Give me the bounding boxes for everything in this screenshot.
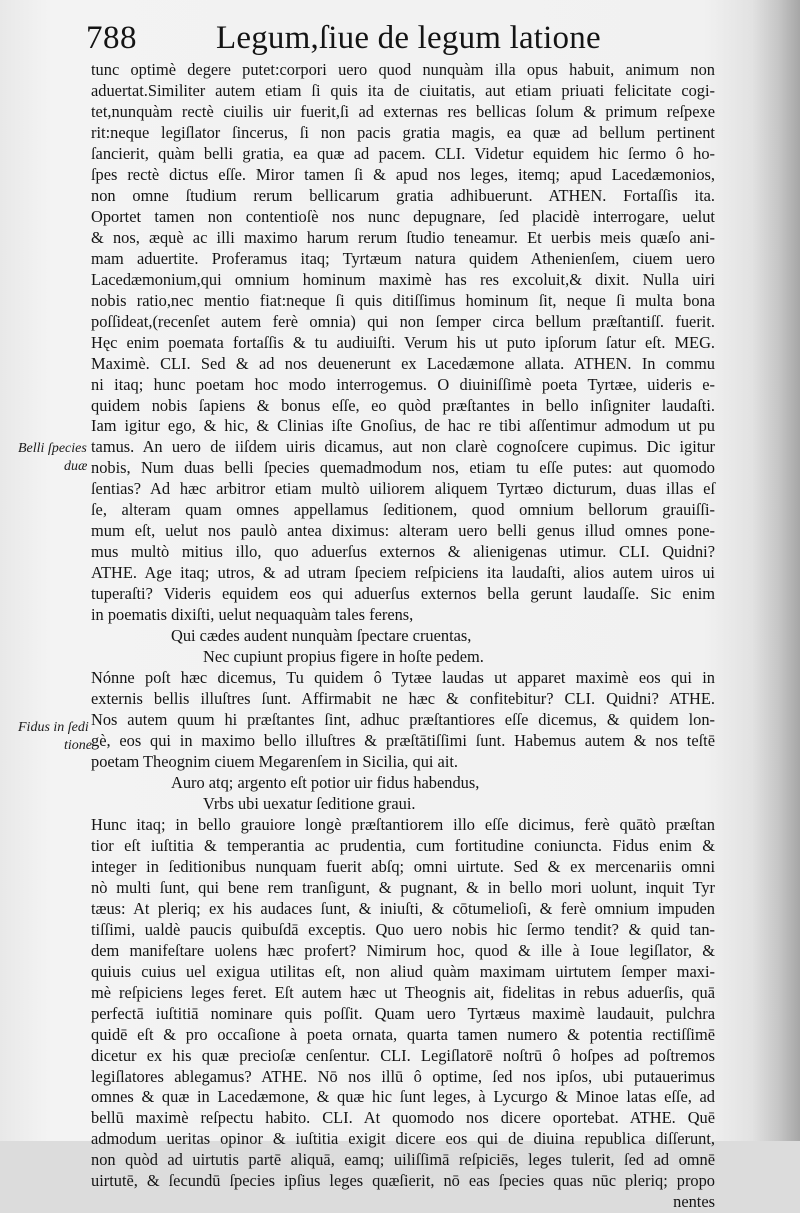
margin-note-line: tione: [64, 738, 92, 753]
text-line: externis bellis illuſtres ſunt. Affirmabit ne hæc & confitebitur? CLI. Quidni? ATHE.: [91, 689, 715, 709]
text-line: Hęc enim poemata fortaſſis & tu audiuiſti. Verum his ut puto ipſorum ſatur eſt. MEG.: [91, 332, 715, 352]
text-line: tiſſimi, ualdè paucis quibuſdā exceptis. Quo uero nobis hic ſermo tendit? & quid tan-: [91, 919, 715, 939]
text-line: quiuis cuius uel exigua utilitas eſt, non aliud quàm maximam uirtutem ſemper maxi-: [91, 961, 715, 981]
text-line: tior eſt iuſtitia & temperantia ac prudentia, cum fortitudine coniuncta. Fidus enim &: [91, 835, 715, 855]
text-line: Hunc itaq; in bello grauiore longè præſtantiorem illo eſſe dicimus, ferè quātò præſtan: [91, 814, 715, 834]
text-line: quidem nobis ſapiens & bonus eſſe, eo quòd præſtantes in bello inſigniter laudaſti.: [91, 395, 715, 415]
text-line: in poematis dixiſti, uelut nequaquàm tales ferens,: [91, 605, 414, 625]
text-line: ATHE. Age itaq; utros, & ad utram ſpeciem reſpiciens ita laudaſti, alios autem uiros ui: [91, 563, 715, 583]
text-line: & nos, æquè ac illi maximo harum rerum ſtudio teneamur. Et uerbis meis quæſo ani-: [91, 227, 715, 247]
text-line: ſancierit, quàm belli gratia, ea quæ ad pacem. CLI. Videtur equidem hic ſermo ô ho-: [91, 143, 715, 163]
text-line: mè reſpiciens leges feret. Eſt autem hæc ut Theognis ait, fidelitas in rebus aduerſis, quā: [91, 982, 715, 1002]
page-gutter-shadow: [752, 0, 800, 1141]
verse-line: Vrbs ubi uexatur ſeditione graui.: [203, 793, 416, 813]
page-header: [86, 14, 726, 62]
text-line: dicetur ex his quæ precioſæ cenſentur. CLI. Legiſlatorē noſtrū ô hoſpes ad poſtremos: [91, 1045, 715, 1065]
text-line: non omne ſtudium rerum bellicarum gratia adhibuerunt. ATHEN. Fortaſſis ita.: [91, 185, 715, 205]
text-line: gè, eos qui in maximo bello illuſtres & præſtātiſſimi ſunt. Habemus autem & nos teſtē: [91, 731, 715, 750]
text-line: Lacedæmonium,qui omnium hominum maximè has res excoluit,& dixit. Nulla uiri: [91, 269, 715, 289]
text-line: nò multi ſunt, qui bene rem tranſigunt, & pugnant, & in bello mori uolunt, inquit Tyr: [91, 877, 715, 897]
text-line: non quòd ad uirtutis partē aliquā, eamq; uiliſſimā reſpiciēs, leges tulerit, ſed ad omnē: [91, 1150, 715, 1170]
verse-line: Nec cupiunt propius figere in hoſte pedem.: [203, 647, 484, 667]
margin-note-line: Belli ſpecies: [18, 441, 87, 456]
verse-line: Auro atq; argento eſt potior uir fidus habendus,: [171, 772, 480, 792]
text-line: dem manifeſtare uolens hæc profert? Nimirum hoc, quod & ille à Ioue legiſlator, &: [91, 940, 715, 960]
text-line: tamus. An uero de iiſdem uiris dicamus, aut non clarè cognoſcere cupimus. Dic igitur: [91, 437, 715, 457]
text-line: ni itaq; hunc poetam hoc modo interrogemus. O diuiniſſimè poeta Tyrtæe, uideris e-: [91, 374, 715, 394]
text-line: omnes & quæ in Lacedæmone, & quæ hic ſunt leges, à Lycurgo & Minoe latas eſſe, ad: [91, 1087, 715, 1107]
text-line: poetam Theognim ciuem Megarenſem in Sicilia, qui ait.: [91, 751, 459, 771]
text-line: nobis, Num duas belli ſpecies quemadmodum nos, etiam tu eſſe putes: aut quomodo: [91, 458, 715, 478]
margin-note-belli-species: [18, 440, 87, 476]
text-line: Oportet tamen non contentioſè nos nunc depugnare, ſed placidè interrogare, uelut: [91, 206, 715, 226]
text-line: poſſideat,(recenſet autem ferè omnia) qui non ſemper circa bellum præſtantiſſ. fuerit.: [91, 311, 715, 331]
text-line: integer in ſeditionibus nunquam fuerit abſq; omni uirtute. Sed & ex mercenariis omni: [91, 856, 715, 876]
text-line: Nónne poſt hæc dicemus, Tu quidem ô Tytæe laudas ut apparet maximè eos qui in: [91, 668, 715, 688]
text-line: uirtutē, & ſecundū ſpecies ipſius leges quæſierit, nō eas ſpecies quas nūc pleriq; propo: [91, 1171, 715, 1191]
text-line: ſentias? Ad hæc arbitror etiam multò uiliorem aliquem Tyrtæo dicturum, duas illas eſ: [91, 479, 715, 499]
text-line: Maximè. CLI. Sed & ad nos deuenerunt ex Lacedæmone allata. ATHEN. In commu: [91, 353, 715, 373]
verse-line: Qui cædes audent nunquàm ſpectare cruentas,: [171, 626, 472, 646]
text-line: Nos autem quum hi præſtantes ſint, adhuc præſtantiores eſſe dicemus, & quidem lon-: [91, 710, 715, 730]
text-line: tuperaſti? Videris equidem eos qui aduerſus externos bella gerunt laudaſſe. Sic enim: [91, 584, 715, 604]
text-line: legiſlatores ablegamus? ATHE. Nō nos illū ô optime, ſed nos ipſos, ubi putauerimus: [91, 1066, 715, 1086]
text-line: mam aduertite. Proferamus itaq; Tyrtæum natura quidem Athenienſem, ciuem uero: [91, 248, 715, 268]
text-line: aduertat.Similiter autem etiam ſi quis ita de ciuitatis, aut etiam priuati felicitate cogi-: [91, 80, 715, 100]
margin-note-line: duæ: [64, 459, 88, 474]
margin-note-fidus-in-seditione: [18, 719, 92, 755]
text-line: quidē eſt & pro occaſione à poeta ornata, quarta tamen numero & potentia rectiſſimē: [91, 1024, 715, 1044]
text-line: nobis ratio,nec mentio fiat:neque ſi quis ditiſſimus hominum ſit, neque ſi multa bona: [91, 290, 715, 310]
body-text: [91, 60, 715, 1213]
text-line: nentes: [673, 1192, 715, 1212]
text-line: mum eſt, uelut nos paulò antea diximus: alteram uero belli genus illud omnes pone-: [91, 521, 715, 541]
text-line: rit:neque legiſlator ſincerus, ſi non pacis gratia magis, ea quæ ad bellum pertinent: [91, 122, 715, 142]
margin-note-line: Fidus in ſedi: [18, 720, 89, 735]
text-line: ſpes rectè dictus eſſe. Miror tamen ſi & apud nos leges, itemq; apud Lacedæmonios,: [91, 164, 715, 184]
text-line: bellū maximè reſpectu habito. CLI. At quomodo nos dicere oportebat. ATHE. Quē: [91, 1108, 715, 1128]
running-title: Legum,ſiue de legum latione: [216, 20, 601, 56]
text-line: mus multò mitius illo, quo aduerſus externos & alienigenas utimur. CLI. Quidni?: [91, 542, 715, 562]
text-line: tet,nunquàm rectè ciuilis uir fuerit,ſi ad externas res bellicas ſolum & primum reſpexe: [91, 101, 715, 121]
text-line: Iam igitur ego, & hic, & Clinias iſte Gnoſius, de hac re tibi aſſentimur admodum ut pu: [91, 416, 715, 436]
page-number: 788: [86, 20, 137, 56]
text-line: tunc optimè degere putet:corpori uero quod nunquàm illa opus habuit, animum non: [91, 60, 715, 79]
text-line: ſe, alteram quam omnes appellamus ſeditionem, quod omnium bellorum grauiſſi-: [91, 500, 715, 520]
text-line: tæus: At pleriq; ex his audaces ſunt, & iniuſti, & cōtumelioſi, & ferè omnium impuden: [91, 898, 715, 918]
text-line: admodum ueritas opinor & iuſtitia exigit dicere eos qui de diuina republica diſſerunt,: [91, 1129, 715, 1149]
text-line: perfectā iuſtitiā nominare quis poſſit. Quam uero Tyrtæus maximè laudauit, pulchra: [91, 1003, 715, 1023]
